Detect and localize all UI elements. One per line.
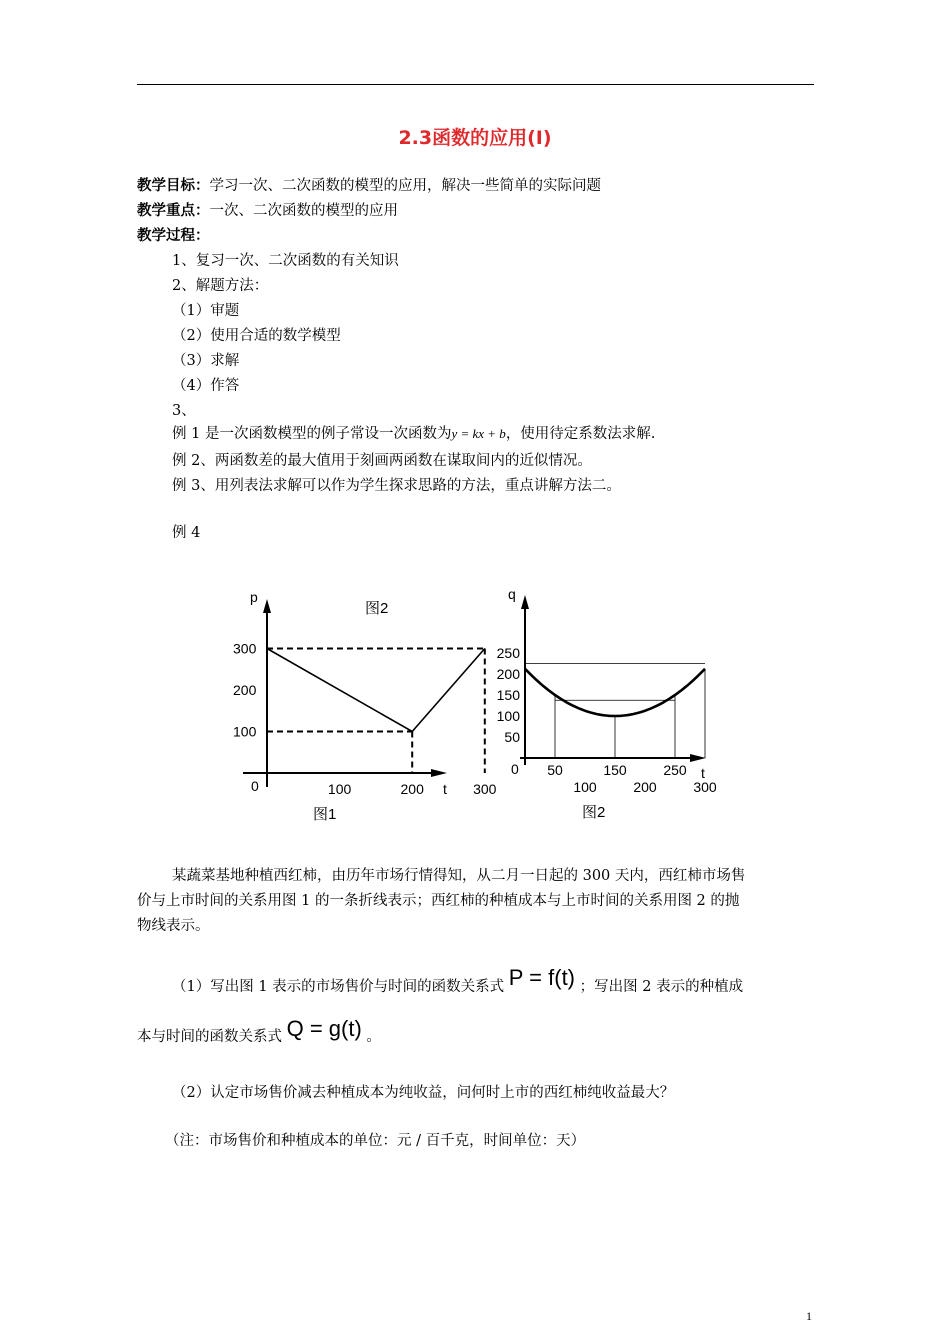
step-3: （1）审题 bbox=[172, 303, 240, 319]
y-tick-label: 250 bbox=[496, 645, 520, 661]
example-1-before: 例 1 是一次函数模型的例子常设一次函数为 bbox=[172, 426, 452, 442]
step-2: 2、解题方法： bbox=[172, 278, 269, 294]
y-tick-label: 50 bbox=[504, 729, 520, 745]
x-tick-label: 100 bbox=[573, 779, 597, 795]
y-axis-label: q bbox=[508, 586, 516, 602]
goal-label: 教学目标： bbox=[137, 178, 210, 194]
y-tick-label: 200 bbox=[233, 682, 257, 698]
focus-text: 一次、二次函数的模型的应用 bbox=[209, 203, 398, 219]
x-axis-arrow bbox=[431, 769, 447, 777]
y-tick-label: 150 bbox=[496, 687, 520, 703]
cost-parabola bbox=[525, 669, 705, 716]
q1-text-2-end: 。 bbox=[366, 1029, 381, 1045]
unit-note: （注：市场售价和种植成本的单位：元 / 百千克，时间单位：天） bbox=[165, 1133, 586, 1149]
goal-text: 学习一次、二次函数的模型的应用，解决一些简单的实际问题 bbox=[209, 178, 601, 194]
step-4: （2）使用合适的数学模型 bbox=[172, 328, 341, 344]
x-tick-label: 150 bbox=[603, 762, 627, 778]
chart-caption: 图2 bbox=[582, 804, 606, 821]
page-title: 2.3函数的应用(Ⅰ) bbox=[398, 127, 552, 149]
chart-title: 图2 bbox=[365, 600, 389, 617]
step-5: （3）求解 bbox=[172, 353, 240, 369]
q1-text-2: 本与时间的函数关系式 bbox=[137, 1029, 282, 1045]
para-line-2: 价与上市时间的关系用图 1 的一条折线表示；西红柿的种植成本与上市时间的关系用图 2 的抛 bbox=[137, 893, 740, 909]
x-axis-arrow bbox=[690, 754, 706, 762]
process-label: 教学过程： bbox=[137, 228, 210, 244]
formula-q-g-t: Q = g(t) bbox=[286, 1016, 362, 1041]
example-2: 例 2、两函数差的最大值用于刻画两函数在谋取间内的近似情况。 bbox=[172, 453, 592, 469]
x-tick-label: 300 bbox=[473, 781, 497, 797]
step-7: 3、 bbox=[172, 403, 196, 419]
origin-label: 0 bbox=[251, 778, 259, 794]
x-axis-label: t bbox=[701, 765, 705, 781]
focus-line bbox=[137, 201, 398, 221]
y-tick-label: 300 bbox=[233, 640, 257, 657]
q1-text-end: ；写出图 2 表示的种植成 bbox=[579, 979, 744, 995]
q1-text: （1）写出图 1 表示的市场售价与时间的函数关系式 bbox=[172, 979, 505, 995]
x-tick-label: 200 bbox=[400, 781, 424, 797]
goal-line bbox=[137, 176, 601, 196]
formula-p-f-t: P = f(t) bbox=[508, 965, 576, 990]
y-tick-label: 200 bbox=[496, 666, 520, 682]
question-2: （2）认定市场售价减去种植成本为纯收益，问何时上市的西红柿纯收益最大？ bbox=[172, 1085, 675, 1101]
figure-1-chart bbox=[225, 585, 497, 830]
step-1: 1、复习一次、二次函数的有关知识 bbox=[172, 253, 399, 269]
y-tick-label: 100 bbox=[233, 723, 257, 740]
para-line-3: 物线表示。 bbox=[137, 918, 210, 934]
question-1-line-1 bbox=[172, 965, 744, 997]
price-polyline bbox=[267, 649, 485, 732]
figure-2-chart bbox=[480, 583, 725, 828]
focus-label: 教学重点： bbox=[137, 203, 210, 219]
x-tick-label: 250 bbox=[663, 762, 687, 778]
example-4: 例 4 bbox=[172, 525, 201, 541]
x-axis-label: t bbox=[443, 781, 447, 797]
x-tick-label: 50 bbox=[547, 762, 563, 778]
example-1-after: ，使用待定系数法求解. bbox=[505, 426, 656, 442]
origin-label: 0 bbox=[511, 761, 519, 777]
y-axis-arrow bbox=[263, 599, 271, 613]
y-axis-arrow bbox=[521, 595, 529, 609]
page-number: 1 bbox=[806, 1309, 812, 1323]
y-axis-label: p bbox=[250, 589, 258, 605]
x-tick-label: 100 bbox=[327, 781, 352, 797]
x-tick-label: 200 bbox=[633, 779, 657, 795]
x-tick-label: 300 bbox=[693, 779, 717, 795]
y-tick-label: 100 bbox=[496, 708, 520, 724]
example-3: 例 3、用列表法求解可以作为学生探求思路的方法，重点讲解方法二。 bbox=[172, 478, 621, 494]
example-1-formula: y = kx + b bbox=[451, 426, 506, 441]
example-1 bbox=[172, 424, 655, 444]
header-rule bbox=[137, 84, 814, 85]
chart-caption: 图1 bbox=[313, 806, 337, 823]
para-line-1: 某蔬菜基地种植西红柿，由历年市场行情得知，从二月一日起的 300 天内，西红柿市场售 bbox=[172, 868, 746, 884]
step-6: （4）作答 bbox=[172, 378, 240, 394]
question-1-line-2 bbox=[137, 1016, 381, 1047]
